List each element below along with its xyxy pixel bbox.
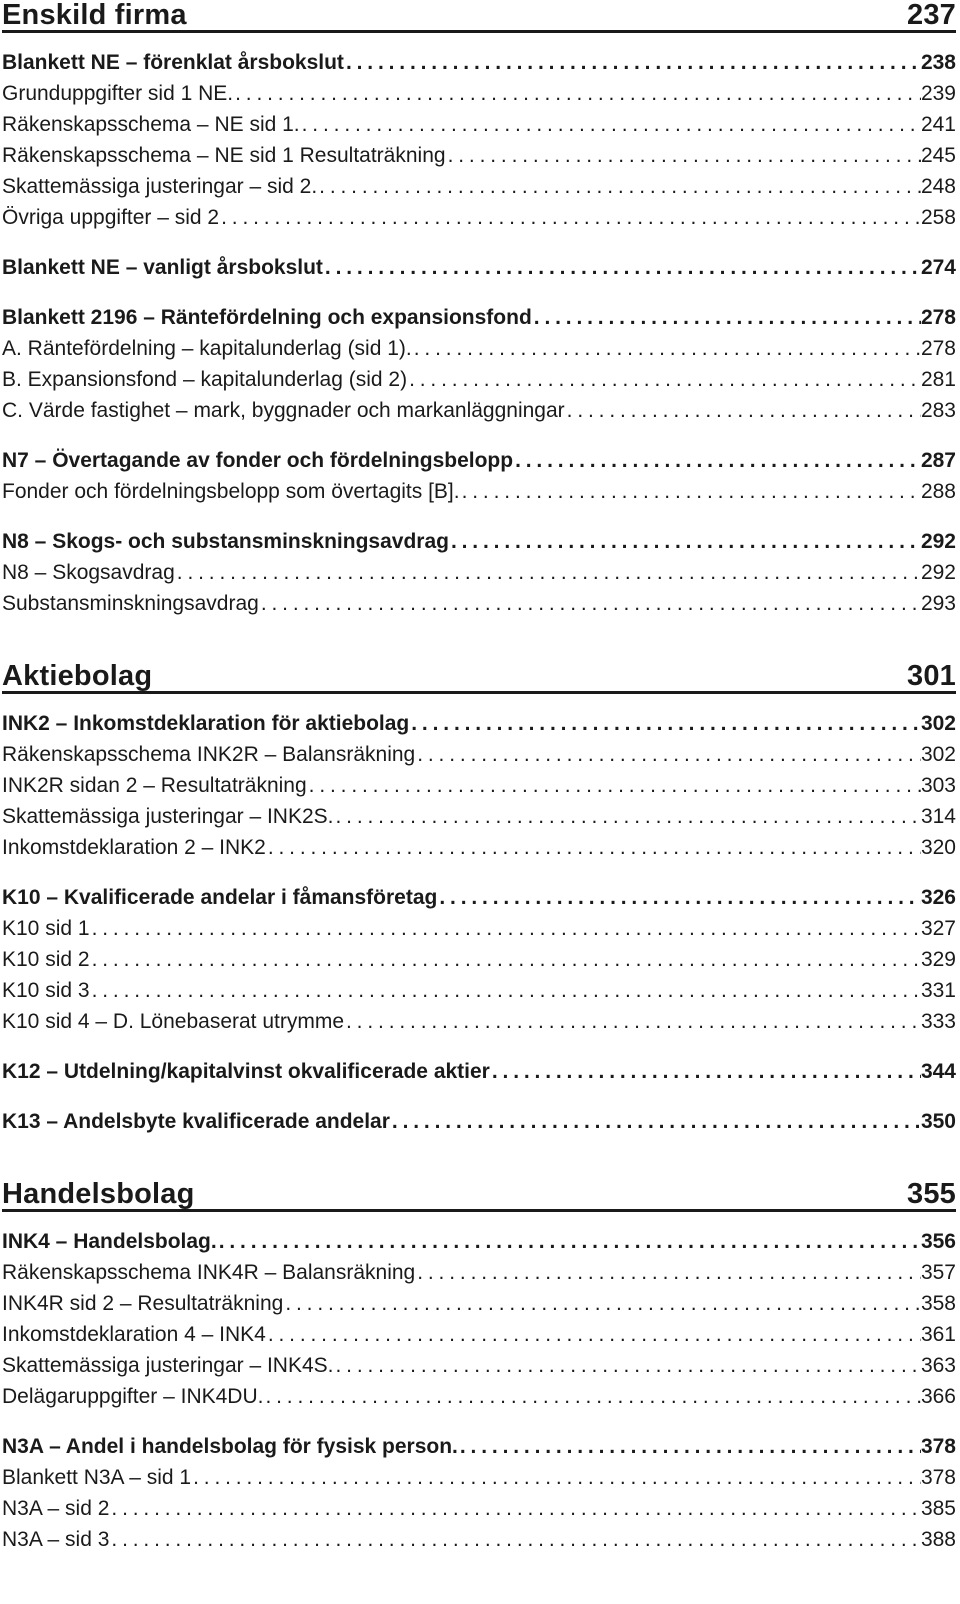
section-title: Enskild firma (2, 0, 187, 31)
entry-page-number: 288 (920, 480, 956, 503)
dot-leader (334, 801, 921, 832)
toc-sub-entry[interactable] (2, 588, 956, 619)
dot-leader (263, 1381, 920, 1412)
dot-leader (415, 1257, 921, 1288)
toc-sub-entry[interactable] (2, 975, 956, 1006)
dot-leader (109, 1524, 921, 1555)
dot-leader (90, 944, 921, 975)
toc-group (2, 1106, 956, 1137)
dot-leader (90, 913, 921, 944)
dot-leader (407, 364, 921, 395)
entry-label: INK2 – Inkomstdeklaration för aktiebolag (2, 712, 410, 735)
toc-sub-entry[interactable] (2, 78, 956, 109)
entry-page-number: 283 (920, 399, 956, 422)
toc-group (2, 445, 956, 507)
dot-leader (300, 109, 921, 140)
entry-label: K13 – Andelsbyte kvalificerade andelar (2, 1110, 390, 1133)
toc-main-entry[interactable] (2, 1226, 956, 1257)
section-page-number: 301 (907, 660, 956, 692)
section-title: Aktiebolag (2, 660, 153, 692)
toc-sub-entry[interactable] (2, 801, 956, 832)
entry-label: C. Värde fastighet – mark, byggnader och markanläggningar (2, 399, 565, 422)
entry-label: Skattemässiga justeringar – INK4S. (2, 1354, 334, 1377)
toc-sub-entry[interactable] (2, 395, 956, 426)
entry-label: Delägaruppgifter – INK4DU. (2, 1385, 264, 1408)
dot-leader (458, 1431, 921, 1462)
entry-page-number: 388 (920, 1528, 956, 1551)
toc-sub-entry[interactable] (2, 1257, 956, 1288)
entry-label: Substansminskningsavdrag (2, 592, 259, 615)
entry-label: K10 sid 3 (2, 979, 90, 1002)
dot-leader (217, 1226, 921, 1257)
entry-label: Grunduppgifter sid 1 NE. (2, 82, 234, 105)
toc-sub-entry[interactable] (2, 1462, 956, 1493)
entry-page-number: 292 (920, 561, 956, 584)
dot-leader (175, 557, 921, 588)
entry-page-number: 326 (920, 886, 956, 909)
toc-sub-entry[interactable] (2, 913, 956, 944)
toc-sub-entry[interactable] (2, 557, 956, 588)
entry-label: Fonder och fördelningsbelopp som övertagits [B]. (2, 480, 460, 503)
entry-page-number: 274 (920, 256, 956, 279)
entry-page-number: 333 (920, 1010, 956, 1033)
entry-label: INK4 – Handelsbolag. (2, 1230, 217, 1253)
entry-page-number: 357 (920, 1261, 956, 1284)
dot-leader (490, 1056, 921, 1087)
toc-section (2, 0, 956, 619)
entry-page-number: 278 (920, 337, 956, 360)
dot-leader (317, 171, 921, 202)
toc-group (2, 882, 956, 1037)
entry-label: N8 – Skogsavdrag (2, 561, 175, 584)
dot-leader (532, 302, 921, 333)
entry-label: Blankett 2196 – Räntefördelning och expansionsfond (2, 306, 532, 329)
section-header (2, 661, 956, 694)
toc-main-entry[interactable] (2, 882, 956, 913)
toc-sub-entry[interactable] (2, 476, 956, 507)
dot-leader (109, 1493, 921, 1524)
toc-main-entry[interactable] (2, 252, 956, 283)
section-header (2, 0, 956, 33)
entry-label: Räkenskapsschema INK4R – Balansräkning (2, 1261, 416, 1284)
entry-page-number: 327 (920, 917, 956, 940)
entry-page-number: 278 (920, 306, 956, 329)
entry-page-number: 356 (920, 1230, 956, 1253)
entry-label: K10 sid 1 (2, 917, 90, 940)
entry-page-number: 302 (920, 743, 956, 766)
entry-page-number: 292 (920, 530, 956, 553)
dot-leader (266, 1319, 921, 1350)
entry-page-number: 331 (920, 979, 956, 1002)
entry-label: Inkomstdeklaration 4 – INK4 (2, 1323, 266, 1346)
dot-leader (334, 1350, 921, 1381)
entry-label: N3A – sid 3 (2, 1528, 110, 1551)
entry-page-number: 329 (920, 948, 956, 971)
section-page-number: 355 (907, 1178, 956, 1210)
toc-section (2, 661, 956, 1137)
entry-label: Skattemässiga justeringar – INK2S. (2, 805, 334, 828)
dot-leader (409, 708, 921, 739)
toc-sub-entry[interactable] (2, 1524, 956, 1555)
entry-label: Inkomstdeklaration 2 – INK2 (2, 836, 266, 859)
entry-page-number: 344 (920, 1060, 956, 1083)
entry-page-number: 287 (920, 449, 956, 472)
dot-leader (233, 78, 921, 109)
entry-label: N3A – Andel i handelsbolag för fysisk person. (2, 1435, 458, 1458)
entry-page-number: 239 (920, 82, 956, 105)
entry-label: INK4R sid 2 – Resultaträkning (2, 1292, 284, 1315)
toc-sub-entry[interactable] (2, 832, 956, 863)
entry-page-number: 358 (920, 1292, 956, 1315)
dot-leader (437, 882, 921, 913)
dot-leader (513, 445, 921, 476)
entry-label: N3A – sid 2 (2, 1497, 110, 1520)
toc-main-entry[interactable] (2, 708, 956, 739)
toc-sub-entry[interactable] (2, 944, 956, 975)
entry-label: Räkenskapsschema INK2R – Balansräkning (2, 743, 416, 766)
dot-leader (446, 140, 921, 171)
entry-label: Skattemässiga justeringar – sid 2. (2, 175, 318, 198)
entry-page-number: 238 (920, 51, 956, 74)
toc-sub-entry[interactable] (2, 140, 956, 171)
entry-page-number: 293 (920, 592, 956, 615)
entry-label: Blankett NE – vanligt årsbokslut (2, 256, 323, 279)
toc-sub-entry[interactable] (2, 364, 956, 395)
toc-main-entry[interactable] (2, 302, 956, 333)
toc-group (2, 1431, 956, 1555)
dot-leader (565, 395, 921, 426)
toc-main-entry[interactable] (2, 445, 956, 476)
entry-label: K12 – Utdelning/kapitalvinst okvalificerade aktier (2, 1060, 490, 1083)
toc-group (2, 47, 956, 233)
dot-leader (283, 1288, 921, 1319)
toc-sub-entry[interactable] (2, 1493, 956, 1524)
entry-label: K10 sid 2 (2, 948, 90, 971)
dot-leader (259, 588, 921, 619)
toc-sub-entry[interactable] (2, 1006, 956, 1037)
entry-label: Räkenskapsschema – NE sid 1. (2, 113, 300, 136)
toc-group (2, 708, 956, 863)
toc-group (2, 302, 956, 426)
section-page-number: 237 (907, 0, 956, 31)
entry-page-number: 363 (920, 1354, 956, 1377)
entry-page-number: 258 (920, 206, 956, 229)
dot-leader (412, 333, 921, 364)
toc-main-entry[interactable] (2, 526, 956, 557)
entry-page-number: 378 (920, 1435, 956, 1458)
entry-label: K10 sid 4 – D. Lönebaserat utrymme (2, 1010, 345, 1033)
toc-sub-entry[interactable] (2, 202, 956, 233)
toc-sub-entry[interactable] (2, 1288, 956, 1319)
entry-page-number: 366 (920, 1385, 956, 1408)
entry-page-number: 281 (920, 368, 956, 391)
entry-page-number: 302 (920, 712, 956, 735)
entry-label: Räkenskapsschema – NE sid 1 Resultaträkning (2, 144, 446, 167)
toc-group (2, 1226, 956, 1412)
dot-leader (191, 1462, 921, 1493)
entry-label: Blankett NE – förenklat årsbokslut (2, 51, 344, 74)
entry-page-number: 303 (920, 774, 956, 797)
dot-leader (460, 476, 921, 507)
dot-leader (323, 252, 921, 283)
dot-leader (449, 526, 921, 557)
entry-page-number: 241 (920, 113, 956, 136)
dot-leader (90, 975, 921, 1006)
toc-group (2, 252, 956, 283)
toc-main-entry[interactable] (2, 1056, 956, 1087)
toc-sub-entry[interactable] (2, 333, 956, 364)
toc-section (2, 1179, 956, 1555)
dot-leader (344, 1006, 921, 1037)
dot-leader (266, 832, 921, 863)
entry-label: Blankett N3A – sid 1 (2, 1466, 192, 1489)
toc-sub-entry[interactable] (2, 109, 956, 140)
section-title: Handelsbolag (2, 1178, 195, 1210)
dot-leader (307, 770, 921, 801)
entry-label: K10 – Kvalificerade andelar i fåmansföretag (2, 886, 438, 909)
entry-page-number: 350 (920, 1110, 956, 1133)
toc-sub-entry[interactable] (2, 739, 956, 770)
entry-page-number: 314 (920, 805, 956, 828)
toc-main-entry[interactable] (2, 47, 956, 78)
toc-sub-entry[interactable] (2, 1381, 956, 1412)
entry-label: N8 – Skogs- och substansminskningsavdrag (2, 530, 449, 553)
entry-label: N7 – Övertagande av fonder och fördelningsbelopp (2, 449, 514, 472)
entry-page-number: 378 (920, 1466, 956, 1489)
entry-label: INK2R sidan 2 – Resultaträkning (2, 774, 307, 797)
entry-label: Övriga uppgifter – sid 2 (2, 206, 220, 229)
toc-sub-entry[interactable] (2, 1350, 956, 1381)
toc-sub-entry[interactable] (2, 1319, 956, 1350)
toc-main-entry[interactable] (2, 1431, 956, 1462)
section-header (2, 1179, 956, 1212)
toc-sub-entry[interactable] (2, 171, 956, 202)
toc-group (2, 1056, 956, 1087)
toc-main-entry[interactable] (2, 1106, 956, 1137)
dot-leader (344, 47, 921, 78)
toc-sub-entry[interactable] (2, 770, 956, 801)
entry-label: B. Expansionsfond – kapitalunderlag (sid 2) (2, 368, 408, 391)
entry-page-number: 248 (920, 175, 956, 198)
dot-leader (415, 739, 921, 770)
entry-page-number: 385 (920, 1497, 956, 1520)
entry-page-number: 245 (920, 144, 956, 167)
entry-label: A. Räntefördelning – kapitalunderlag (sid 1). (2, 337, 412, 360)
toc-group (2, 526, 956, 619)
dot-leader (390, 1106, 921, 1137)
dot-leader (219, 202, 921, 233)
entry-page-number: 320 (920, 836, 956, 859)
entry-page-number: 361 (920, 1323, 956, 1346)
